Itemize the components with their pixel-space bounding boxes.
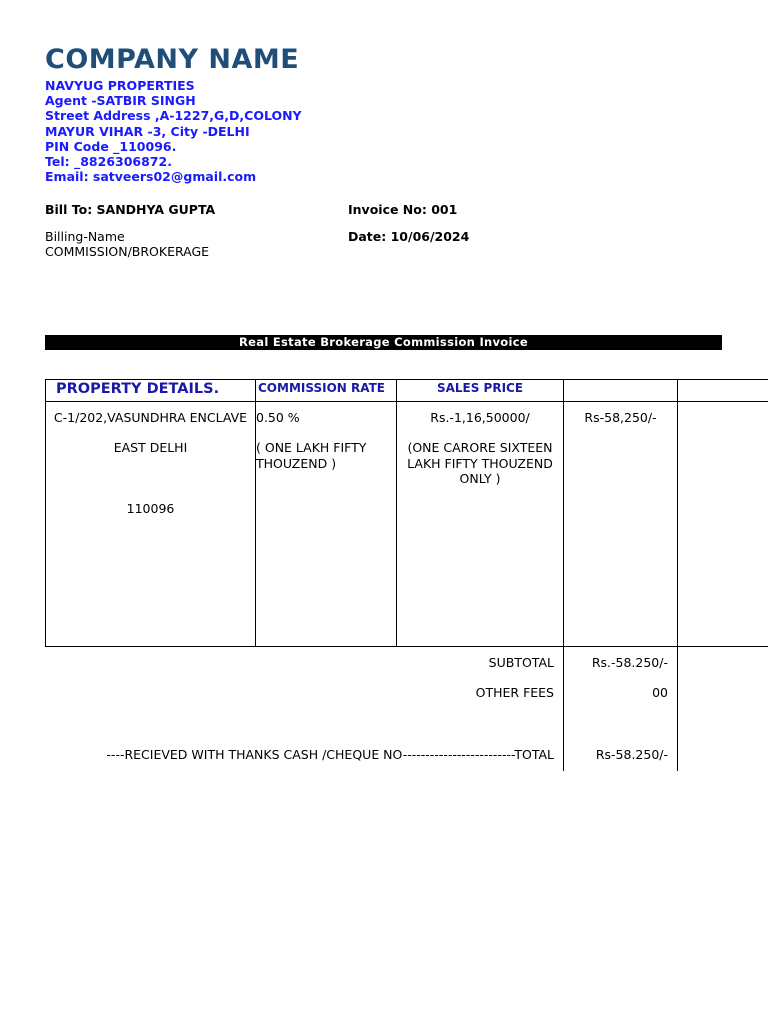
invoice-banner: Real Estate Brokerage Commission Invoice (45, 335, 722, 350)
total-value: Rs-58.250/- (595, 747, 668, 762)
street-address: Street Address ,A-1227,G,D,COLONY (45, 108, 302, 124)
header-bottom-border (45, 401, 768, 402)
header-sales-price: SALES PRICE (436, 381, 524, 395)
city-address: MAYUR VIHAR -3, City -DELHI (45, 123, 250, 139)
subtotal-value: Rs.-58.250/- (591, 655, 668, 670)
email: Email: satveers02@gmail.com (45, 169, 257, 185)
bill-to: Bill To: SANDHYA GUPTA (45, 202, 216, 217)
total-label: ----RECIEVED WITH THANKS CASH /CHEQUE NO-------------------------TOTAL (106, 747, 554, 762)
column-divider (677, 379, 678, 771)
commission-words: THOUZEND ) (256, 456, 337, 471)
property-area: EAST DELHI (113, 440, 188, 455)
property-pincode: 110096 (126, 501, 175, 516)
header-commission-rate: COMMISSION RATE (258, 381, 385, 395)
company-title: COMPANY NAME (45, 44, 300, 75)
telephone: Tel: _8826306872. (45, 153, 172, 169)
sales-price-value: Rs.-1,16,50000/ (430, 410, 530, 425)
commission-amount: Rs-58,250/- (584, 410, 657, 425)
billing-name-value: COMMISSION/BROKERAGE (45, 244, 210, 259)
commission-rate-value: 0.50 % (256, 410, 300, 425)
sales-price-words: ONLY ) (459, 471, 501, 486)
company-name: NAVYUG PROPERTIES (45, 78, 195, 93)
invoice-date: Date: 10/06/2024 (348, 229, 470, 244)
pin-code: PIN Code _110096. (45, 138, 177, 154)
agent-name: Agent -SATBIR SINGH (45, 93, 196, 109)
company-info (45, 78, 302, 184)
header-property-details: PROPERTY DETAILS. (56, 381, 220, 397)
property-address: C-1/202,VASUNDHRA ENCLAVE (53, 410, 248, 425)
sales-price-words: (ONE CARORE SIXTEEN (407, 440, 553, 455)
billing-name-label: Billing-Name (45, 229, 125, 244)
sales-price-words: LAKH FIFTY THOUZEND (407, 456, 553, 471)
column-divider (563, 379, 564, 771)
other-fees-label: OTHER FEES (475, 685, 554, 700)
invoice-number: Invoice No: 001 (348, 202, 458, 217)
commission-words: ( ONE LAKH FIFTY (256, 440, 367, 455)
table-top-border (45, 379, 768, 380)
subtotal-label: SUBTOTAL (488, 655, 554, 670)
other-fees-value: 00 (652, 685, 668, 700)
body-bottom-border (45, 646, 768, 647)
